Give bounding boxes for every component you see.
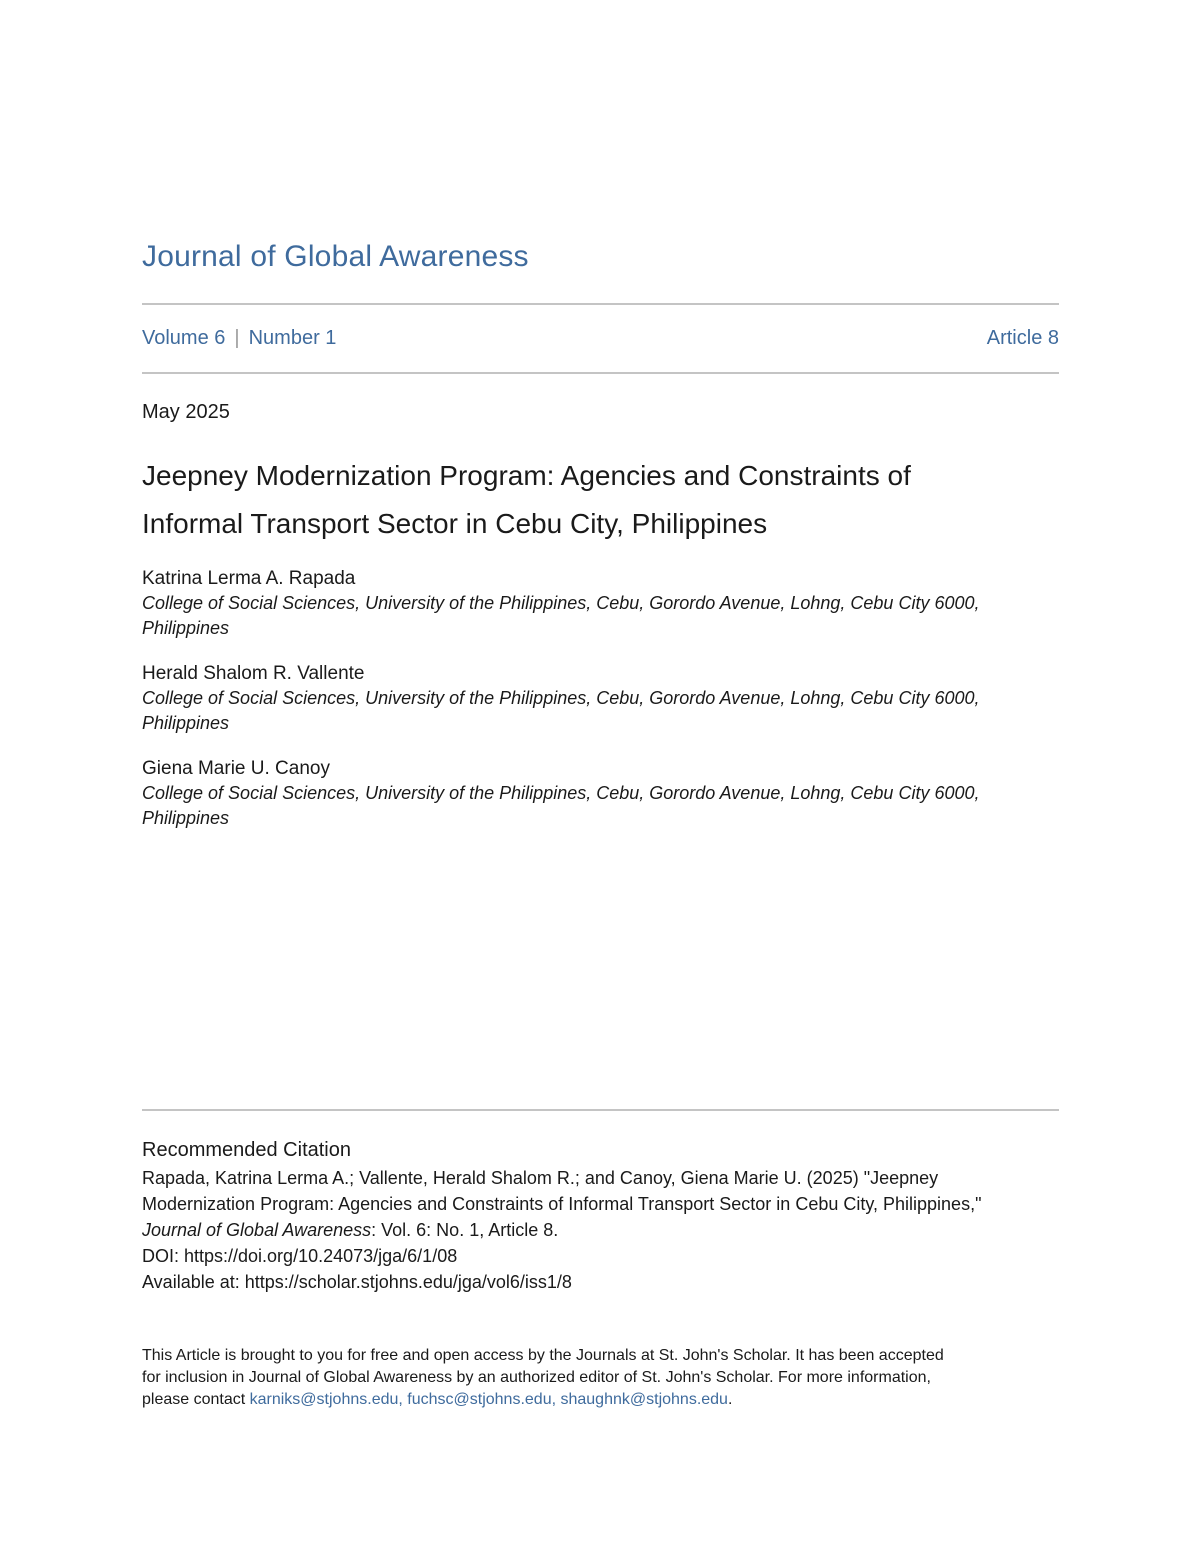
divider-top: [142, 303, 1059, 305]
article-title-line-1: Jeepney Modernization Program: Agencies and Constraints of: [142, 460, 911, 491]
citation-line-2: Modernization Program: Agencies and Constraints of Informal Transport Sector in Cebu City, Philippines,": [142, 1194, 982, 1214]
journal-title[interactable]: Journal of Global Awareness: [142, 240, 529, 273]
citation-heading: Recommended Citation: [142, 1139, 351, 1161]
citation-doi[interactable]: DOI: https://doi.org/10.24073/jga/6/1/08: [142, 1246, 458, 1266]
citation-volume-info: : Vol. 6: No. 1, Article 8.: [371, 1220, 559, 1240]
article-number-link[interactable]: Article 8: [986, 327, 1059, 349]
author-affiliation-line-2: Philippines: [142, 808, 230, 828]
article-title: [142, 452, 1059, 548]
citation-available-at[interactable]: Available at: https://scholar.stjohns.edu/jga/vol6/iss1/8: [142, 1272, 572, 1292]
citation-journal-name: Journal of Global Awareness: [142, 1220, 372, 1240]
divider-bottom: [142, 1109, 1059, 1111]
citation-body: [142, 1165, 1059, 1295]
author-affiliation-line-1: College of Social Sciences, University of the Philippines, Cebu, Gorordo Avenue, Lohng, Cebu City 6000,: [142, 593, 980, 613]
author-affiliation: [142, 686, 1059, 736]
volume-link[interactable]: Volume 6: [142, 327, 226, 349]
author-entry: [142, 567, 1059, 641]
author-entry: [142, 662, 1059, 736]
notice-line-2: for inclusion in Journal of Global Awareness by an authorized editor of St. John's Scholar. For more information,: [142, 1369, 931, 1386]
divider-middle: [142, 372, 1059, 374]
document-page: [142, 0, 1059, 1553]
author-affiliation: [142, 591, 1059, 641]
open-access-notice: [142, 1345, 1059, 1411]
issue-info: [142, 327, 1059, 350]
notice-contact-prefix: please contact: [142, 1391, 250, 1408]
author-affiliation-line-1: College of Social Sciences, University of the Philippines, Cebu, Gorordo Avenue, Lohng, Cebu City 6000,: [142, 688, 980, 708]
notice-contact-suffix: .: [727, 1391, 733, 1408]
author-entry: [142, 757, 1059, 831]
recommended-citation: [142, 1137, 1059, 1295]
author-affiliation-line-1: College of Social Sciences, University of the Philippines, Cebu, Gorordo Avenue, Lohng, Cebu City 6000,: [142, 783, 980, 803]
issue-separator: |: [234, 327, 240, 349]
notice-line-1: This Article is brought to you for free and open access by the Journals at St. John's Scholar. It has been accepted: [142, 1347, 944, 1364]
article-title-line-2: Informal Transport Sector in Cebu City, Philippines: [142, 508, 768, 539]
author-affiliation-line-2: Philippines: [142, 713, 230, 733]
author-name: Katrina Lerma A. Rapada: [142, 568, 356, 589]
number-link[interactable]: Number 1: [248, 327, 337, 349]
author-affiliation: [142, 781, 1059, 831]
author-name: Herald Shalom R. Vallente: [142, 663, 365, 684]
publication-date: May 2025: [142, 401, 230, 423]
author-name: Giena Marie U. Canoy: [142, 758, 330, 779]
author-affiliation-line-2: Philippines: [142, 618, 230, 638]
contact-email-links[interactable]: karniks@stjohns.edu, fuchsc@stjohns.edu, shaughnk@stjohns.edu: [249, 1391, 728, 1408]
author-list: [142, 567, 1059, 852]
citation-line-1: Rapada, Katrina Lerma A.; Vallente, Herald Shalom R.; and Canoy, Giena Marie U. (2025) "Jeepney: [142, 1168, 939, 1188]
